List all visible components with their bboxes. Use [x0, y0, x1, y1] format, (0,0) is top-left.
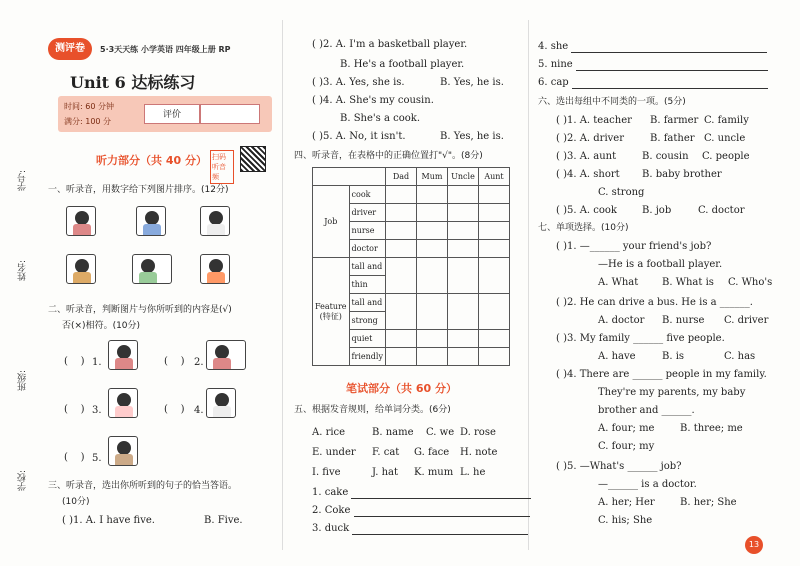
answer-blank[interactable] — [354, 516, 530, 517]
s6-q2-c: C. uncle — [704, 133, 746, 144]
section-5-title: 五、根据发音规则，给单词分类。(6分) — [294, 405, 451, 415]
table-cell[interactable] — [447, 294, 478, 330]
table-cell[interactable] — [385, 240, 416, 258]
class-label: 班级: — [18, 370, 28, 392]
answer-paren[interactable]: ( ) — [64, 356, 85, 367]
word-g: G. face — [414, 447, 450, 458]
col-header-aunt: Aunt — [478, 168, 509, 186]
answer-paren[interactable]: ( ) — [64, 404, 85, 415]
column-middle — [290, 0, 520, 566]
school-label: 学校: — [18, 470, 28, 492]
s3-q1: ( )1. A. I have five. — [62, 515, 155, 526]
qr-code-icon[interactable] — [240, 146, 266, 172]
s7-q2-opt-b: B. nurse — [662, 315, 705, 326]
page-title: Unit 6 达标练习 — [70, 73, 196, 92]
feature-friendly: friendly — [349, 348, 385, 366]
section-6-title: 六、选出每组中不同类的一项。(5分) — [538, 97, 686, 107]
word-c: C. we — [426, 427, 455, 438]
s7-q1: ( )1. —______ your friend's job? — [556, 241, 712, 252]
s7-q4-opt-b: B. three; me — [680, 423, 743, 434]
word-f: F. cat — [372, 447, 400, 458]
classify-label: 2. Coke — [312, 505, 351, 516]
feature-tall-thin-2: thin — [349, 276, 385, 294]
word-d: D. rose — [460, 427, 496, 438]
s3-q5-b: B. Yes, he is. — [440, 131, 504, 142]
section-4-title: 四、听录音，在表格中的正确位置打"√"。(8分) — [294, 151, 483, 161]
table-cell[interactable] — [447, 222, 478, 240]
s6-q5-b: B. job — [642, 205, 672, 216]
classify-item-5 — [538, 58, 768, 71]
column-divider — [282, 20, 283, 550]
table-cell[interactable] — [385, 294, 416, 330]
s6-q1-a: ( )1. A. teacher — [556, 115, 632, 126]
series-text: 5·3天天练 小学英语 四年级上册 RP — [100, 45, 231, 54]
table-cell[interactable] — [416, 240, 447, 258]
table-cell[interactable] — [478, 294, 509, 330]
feature-cn-label: (特征) — [319, 311, 342, 321]
s3-q4: ( )4. A. She's my cousin. — [312, 95, 434, 106]
table-cell[interactable] — [478, 186, 509, 204]
picture-farmer — [66, 254, 96, 284]
s6-q4-c: C. strong — [598, 187, 645, 198]
qr-label: 扫码听音频 — [210, 150, 234, 184]
table-cell[interactable] — [416, 348, 447, 366]
s6-q5-a: ( )5. A. cook — [556, 205, 617, 216]
s7-q4-opt-a: A. four; me — [598, 423, 655, 434]
s6-q3-b: B. cousin — [642, 151, 689, 162]
s3-q1-b: B. Five. — [204, 515, 243, 526]
s7-q1-opt-a: A. What — [598, 277, 639, 288]
table-cell[interactable] — [478, 222, 509, 240]
classify-label: 6. cap — [538, 77, 569, 88]
test-badge: 测评卷 — [48, 38, 92, 60]
name-label: 姓名: — [18, 260, 28, 282]
answer-paren[interactable]: ( ) — [164, 404, 185, 415]
writing-title: 笔试部分（共 60 分） — [346, 382, 457, 395]
picture-chef — [206, 388, 236, 418]
s3-q2-b: B. He's a football player. — [340, 59, 465, 70]
s6-q4-b: B. baby brother — [642, 169, 722, 180]
table-cell[interactable] — [447, 186, 478, 204]
job-nurse: nurse — [349, 222, 385, 240]
picture-farmer-woman — [108, 436, 138, 466]
page-number: 13 — [745, 536, 763, 554]
word-i: I. five — [312, 467, 341, 478]
answer-table — [312, 167, 510, 366]
eval-label: 评价 — [144, 104, 200, 124]
s7-q4-line3: brother and ______. — [598, 405, 695, 416]
table-cell[interactable] — [447, 240, 478, 258]
s7-q5-line2: —______ is a doctor. — [598, 479, 697, 490]
s2-item-4: 4. — [194, 405, 204, 416]
table-corner — [313, 168, 386, 186]
table-cell[interactable] — [416, 330, 447, 348]
picture-driver — [66, 206, 96, 236]
section-7-title: 七、单项选择。(10分) — [538, 223, 629, 233]
picture-cook — [200, 206, 230, 236]
answer-blank[interactable] — [576, 70, 768, 71]
word-l: L. he — [460, 467, 486, 478]
table-cell[interactable] — [416, 204, 447, 222]
s7-q1-opt-c: C. Who's — [728, 277, 773, 288]
listening-title: 听力部分（共 40 分） — [96, 154, 207, 167]
s3-q3: ( )3. A. Yes, she is. — [312, 77, 405, 88]
classify-label: 5. nine — [538, 59, 573, 70]
classify-item-3 — [312, 522, 528, 535]
feature-tall-strong-1: tall and — [349, 294, 385, 312]
table-cell[interactable] — [385, 258, 416, 294]
table-cell[interactable] — [385, 186, 416, 204]
feature-tall-strong-2: strong — [349, 312, 385, 330]
job-doctor: doctor — [349, 240, 385, 258]
feature-label: Feature — [315, 301, 347, 311]
section-3-points: (10分) — [62, 497, 90, 507]
column-left — [44, 0, 274, 566]
col-header-uncle: Uncle — [447, 168, 478, 186]
classify-label: 4. she — [538, 41, 569, 52]
s2-item-3: 3. — [92, 405, 102, 416]
s6-q1-b: B. farmer — [650, 115, 699, 126]
s7-q4-line2: They're my parents, my baby — [598, 387, 746, 398]
picture-teacher — [136, 206, 166, 236]
s7-q1-answer: —He is a football player. — [598, 259, 723, 270]
feature-tall-thin-1: tall and — [349, 258, 385, 276]
s7-q1-opt-b: B. What is — [662, 277, 714, 288]
classify-label: 1. cake — [312, 487, 349, 498]
table-cell[interactable] — [478, 204, 509, 222]
binding-margin — [14, 90, 44, 530]
word-e: E. under — [312, 447, 356, 458]
column-right — [534, 0, 794, 566]
table-cell[interactable] — [385, 348, 416, 366]
s7-q5-opt-a: A. her; Her — [598, 497, 655, 508]
time-info: 时间: 60 分钟 — [64, 102, 114, 111]
section-2-title-2: 否(×)相符。(10分) — [62, 321, 141, 331]
picture-football-player — [200, 254, 230, 284]
word-b: B. name — [372, 427, 414, 438]
section-2-title: 二、听录音，判断图片与你所听到的内容是(√) — [48, 305, 232, 315]
column-divider — [528, 20, 529, 550]
picture-nurse — [108, 388, 138, 418]
job-cook: cook — [349, 186, 385, 204]
col-header-mum: Mum — [416, 168, 447, 186]
s7-q3-opt-a: A. have — [598, 351, 636, 362]
s7-q2-opt-a: A. doctor — [598, 315, 645, 326]
word-a: A. rice — [312, 427, 346, 438]
col-header-dad: Dad — [385, 168, 416, 186]
table-cell[interactable] — [416, 186, 447, 204]
s2-item-1: 1. — [92, 357, 102, 368]
row-group-feature — [313, 258, 350, 366]
table-cell[interactable] — [478, 348, 509, 366]
answer-paren[interactable]: ( ) — [164, 356, 185, 367]
s3-q3-b: B. Yes, he is. — [440, 77, 504, 88]
table-cell[interactable] — [447, 348, 478, 366]
picture-bus-driver — [132, 254, 172, 284]
s6-q2-b: B. father — [650, 133, 695, 144]
classify-item-1 — [312, 486, 531, 499]
header-bar — [48, 38, 278, 58]
table-cell[interactable] — [416, 258, 447, 294]
classify-label: 3. duck — [312, 523, 350, 534]
score-info: 满分: 100 分 — [64, 117, 112, 126]
answer-blank[interactable] — [571, 52, 767, 53]
table-cell[interactable] — [447, 258, 478, 294]
answer-blank[interactable] — [351, 498, 531, 499]
answer-paren[interactable]: ( ) — [64, 452, 85, 463]
word-h: H. note — [460, 447, 498, 458]
classify-item-4 — [538, 40, 767, 53]
s7-q5: ( )5. —What's ______ job? — [556, 461, 682, 472]
s6-q3-c: C. people — [702, 151, 750, 162]
classify-item-2 — [312, 504, 530, 517]
table-cell[interactable] — [478, 240, 509, 258]
s6-q3-a: ( )3. A. aunt — [556, 151, 617, 162]
table-cell[interactable] — [447, 204, 478, 222]
feature-quiet: quiet — [349, 330, 385, 348]
table-cell[interactable] — [385, 330, 416, 348]
s7-q4: ( )4. There are ______ people in my family. — [556, 369, 767, 380]
info-box — [58, 96, 272, 132]
word-j: J. hat — [372, 467, 399, 478]
s7-q5-opt-c: C. his; She — [598, 515, 653, 526]
table-cell[interactable] — [478, 330, 509, 348]
s6-q2-a: ( )2. A. driver — [556, 133, 625, 144]
s3-q4-b: B. She's a cook. — [340, 113, 420, 124]
s7-q3-opt-c: C. has — [724, 351, 756, 362]
s6-q4-a: ( )4. A. short — [556, 169, 620, 180]
picture-group — [206, 340, 246, 370]
eval-box[interactable] — [200, 104, 260, 124]
answer-blank[interactable] — [572, 88, 768, 89]
table-cell[interactable] — [385, 222, 416, 240]
word-k: K. mum — [414, 467, 454, 478]
s7-q4-opt-c: C. four; my — [598, 441, 655, 452]
s6-q1-c: C. family — [704, 115, 749, 126]
s2-item-2: 2. — [194, 357, 204, 368]
s7-q3: ( )3. My family ______ five people. — [556, 333, 725, 344]
section-1-title: 一、听录音，用数字给下列图片排序。(12分) — [48, 185, 229, 195]
table-cell[interactable] — [478, 258, 509, 294]
s3-q5: ( )5. A. No, it isn't. — [312, 131, 406, 142]
answer-blank[interactable] — [352, 534, 528, 535]
job-driver: driver — [349, 204, 385, 222]
s2-item-5: 5. — [92, 453, 102, 464]
classify-item-6 — [538, 76, 768, 89]
s7-q5-opt-b: B. her; She — [680, 497, 737, 508]
s7-q2: ( )2. He can drive a bus. He is a ______. — [556, 297, 753, 308]
table-cell[interactable] — [416, 222, 447, 240]
row-group-job: Job — [313, 186, 350, 258]
student-id-label: 学号: — [18, 170, 28, 192]
picture-family — [108, 340, 138, 370]
table-cell[interactable] — [416, 294, 447, 330]
s6-q5-c: C. doctor — [698, 205, 745, 216]
s3-q2: ( )2. A. I'm a basketball player. — [312, 39, 468, 50]
s7-q2-opt-c: C. driver — [724, 315, 769, 326]
table-cell[interactable] — [385, 204, 416, 222]
s7-q3-opt-b: B. is — [662, 351, 685, 362]
section-3-title: 三、听录音，选出你所听到的句子的恰当答语。 — [48, 481, 238, 491]
table-cell[interactable] — [447, 330, 478, 348]
